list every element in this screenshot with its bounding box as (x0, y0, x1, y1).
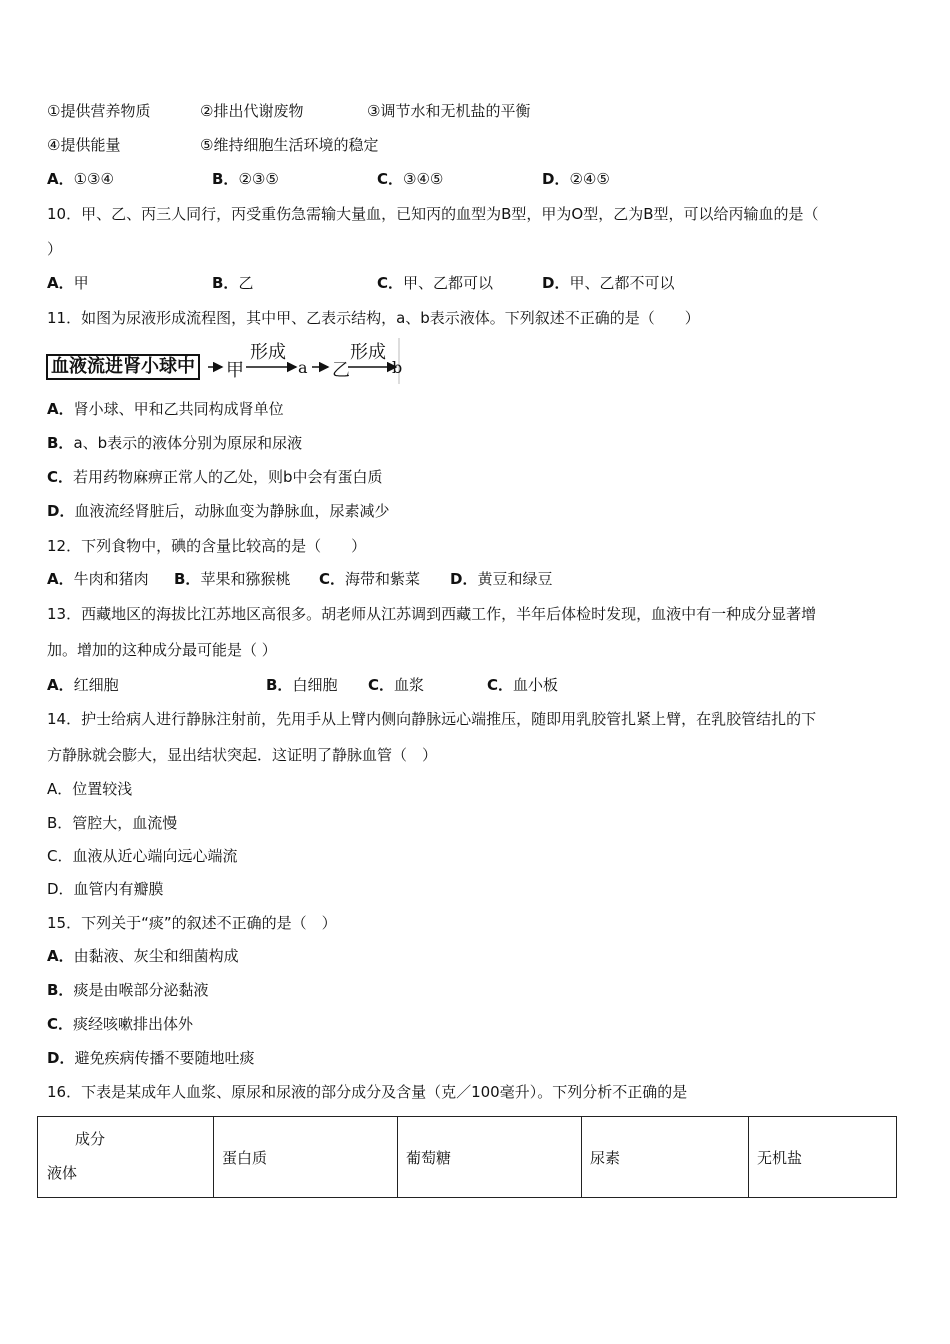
table-corner-cell (38, 1117, 214, 1198)
q16-stem: 16．下表是某成年人血浆、原尿和尿液的部分成分及含量（克／100毫升）。下列分析不正确的是 (47, 1083, 688, 1101)
q10-stem-line-2: ） (47, 240, 63, 258)
q13-option-c2[interactable]: C．血小板 (487, 676, 559, 694)
q9-item-5: ⑤维持细胞生活环境的稳定 (200, 136, 379, 154)
q13-option-c[interactable]: C．血浆 (368, 676, 425, 694)
q9-item-2: ②排出代谢废物 (200, 102, 304, 120)
table-header-urea: 尿素 (582, 1117, 749, 1198)
q11-option-a[interactable]: A．肾小球、甲和乙共同构成肾单位 (47, 400, 284, 418)
q11-stem: 11．如图为尿液形成流程图，其中甲、乙表示结构，a、b表示液体。下列叙述不正确的是（ ） (47, 309, 700, 327)
q9-item-3: ③调节水和无机盐的平衡 (367, 102, 531, 120)
q15-stem: 15．下列关于“痰”的叙述不正确的是（ ） (47, 914, 337, 932)
flow-a: a (298, 358, 308, 377)
q13-option-a[interactable]: A．红细胞 (47, 676, 119, 694)
q9-item-1: ①提供营养物质 (47, 102, 151, 120)
flow-b: b (392, 358, 403, 377)
q11-option-d[interactable]: D．血液流经肾脏后，动脉血变为静脉血，尿素减少 (47, 502, 390, 520)
q11-option-b[interactable]: B．a、b表示的液体分别为原尿和尿液 (47, 434, 303, 452)
q14-option-d[interactable]: D．血管内有瓣膜 (47, 880, 164, 898)
q15-option-c[interactable]: C．痰经咳嗽排出体外 (47, 1015, 194, 1033)
q12-option-a[interactable]: A．牛肉和猪肉 (47, 570, 149, 588)
q13-stem-line-1: 13．西藏地区的海拔比江苏地区高很多。胡老师从江苏调到西藏工作，半年后体检时发现，血液中有一种成分显著增 (47, 605, 817, 623)
flow-form-label-2: 形成 (350, 342, 386, 363)
q14-option-a[interactable]: A．位置较浅 (47, 780, 133, 798)
q14-option-b[interactable]: B．管腔大，血流慢 (47, 814, 178, 832)
corner-label-liquid: 液体 (47, 1164, 78, 1182)
q10-stem-line-1: 10．甲、乙、丙三人同行，丙受重伤急需输大量血，已知丙的血型为B型，甲为O型，乙为B型，可以给丙输血的是（ (47, 205, 819, 223)
urine-formation-flowchart (46, 338, 406, 384)
q9-item-row-1 (47, 101, 531, 121)
q9-item-row-2 (47, 135, 379, 155)
q16-table (37, 1116, 897, 1198)
table-header-inorganic-salt: 无机盐 (749, 1117, 897, 1198)
q9-item-4: ④提供能量 (47, 136, 121, 154)
q10-option-a[interactable]: A．甲 (47, 274, 89, 292)
table-header-glucose: 葡萄糖 (398, 1117, 582, 1198)
q10-option-c[interactable]: C．甲、乙都可以 (377, 274, 494, 292)
table-header-protein: 蛋白质 (214, 1117, 398, 1198)
q9-option-a[interactable]: A．①③④ (47, 170, 114, 188)
table-row (38, 1117, 897, 1198)
q15-option-d[interactable]: D．避免疾病传播不要随地吐痰 (47, 1049, 255, 1067)
q9-option-c[interactable]: C．③④⑤ (377, 170, 444, 188)
q15-option-a[interactable]: A．由黏液、灰尘和细菌构成 (47, 947, 239, 965)
q14-option-c[interactable]: C．血液从近心端向远心端流 (47, 847, 238, 865)
q12-stem: 12．下列食物中，碘的含量比较高的是（ ） (47, 537, 367, 555)
q14-stem-line-2: 方静脉就会膨大，显出结状突起．这证明了静脉血管（ ） (47, 746, 438, 764)
q12-option-d[interactable]: D．黄豆和绿豆 (450, 570, 553, 588)
flow-yi: 乙 (332, 360, 350, 381)
q10-option-b[interactable]: B．乙 (212, 274, 254, 292)
flow-box-glomerulus: 血液流进肾小球中 (46, 354, 200, 380)
q11-option-c[interactable]: C．若用药物麻痹正常人的乙处，则b中会有蛋白质 (47, 468, 383, 486)
q9-option-d[interactable]: D．②④⑤ (542, 170, 610, 188)
flow-form-label-1: 形成 (250, 342, 286, 363)
q12-option-b[interactable]: B．苹果和猕猴桃 (174, 570, 291, 588)
q10-option-d[interactable]: D．甲、乙都不可以 (542, 274, 675, 292)
q9-option-b[interactable]: B．②③⑤ (212, 170, 279, 188)
q14-stem-line-1: 14．护士给病人进行静脉注射前，先用手从上臂内侧向静脉远心端推压，随即用乳胶管扎紧上臂，在乳胶管结扎的下 (47, 710, 817, 728)
corner-label-component: 成分 (75, 1130, 106, 1148)
q13-option-b[interactable]: B．白细胞 (266, 676, 338, 694)
flow-jia: 甲 (226, 360, 244, 381)
q13-stem-line-2: 加。增加的这种成分最可能是（ ） (47, 641, 277, 659)
q15-option-b[interactable]: B．痰是由喉部分泌黏液 (47, 981, 209, 999)
q12-option-c[interactable]: C．海带和紫菜 (319, 570, 421, 588)
